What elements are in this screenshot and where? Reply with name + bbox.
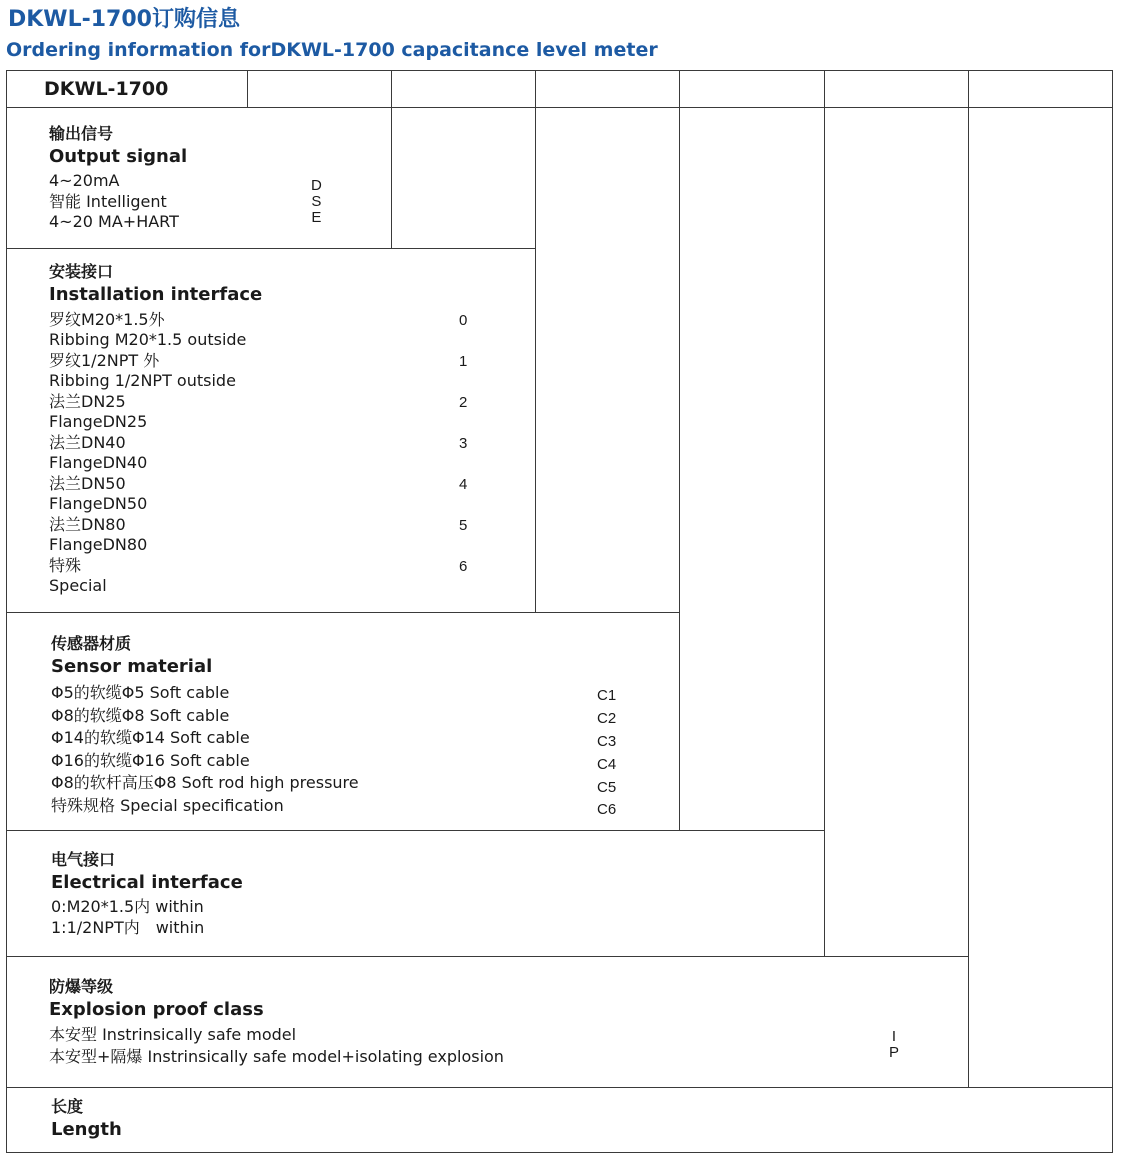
sensor-title-en: Sensor material (51, 656, 213, 677)
sensor-item: Φ14的软缆Φ14 Soft cable (51, 728, 250, 747)
installation-item: 法兰DN50 (49, 474, 126, 493)
sensor-item: 特殊规格 Special specification (51, 796, 284, 815)
installation-item: FlangeDN50 (49, 494, 148, 513)
col-div-explosion (968, 70, 969, 1088)
installation-item: 特殊 (49, 556, 82, 575)
sensor-code: C5 (597, 779, 617, 796)
electrical-item: 0:M20*1.5内 within (51, 897, 204, 916)
installation-item: 罗纹M20*1.5外 (49, 310, 165, 329)
installation-item: 罗纹1/2NPT 外 (49, 351, 160, 370)
page-title-cn: DKWL-1700订购信息 (8, 7, 240, 32)
table-border-left (6, 70, 7, 1153)
col-div-sensor (679, 70, 680, 831)
sensor-code: C2 (597, 710, 617, 727)
installation-code: 1 (459, 353, 468, 370)
rule-explosion (6, 1087, 1113, 1088)
installation-item: 法兰DN25 (49, 392, 126, 411)
col-div-electrical (824, 70, 825, 957)
explosion-code: I (891, 1028, 897, 1045)
sensor-code: C1 (597, 687, 617, 704)
installation-item: 法兰DN80 (49, 515, 126, 534)
explosion-codes (889, 1029, 899, 1061)
installation-item: Special (49, 576, 107, 595)
explosion-item: 本安型 Instrinsically safe model (49, 1025, 297, 1044)
installation-code: 2 (459, 394, 468, 411)
installation-code: 6 (459, 558, 468, 575)
col-div-model (247, 70, 248, 108)
length-title-cn: 长度 (51, 1097, 84, 1116)
sensor-item: Φ5的软缆Φ5 Soft cable (51, 683, 230, 702)
table-border-top (6, 70, 1113, 71)
installation-item: Ribbing 1/2NPT outside (49, 371, 236, 390)
output-title-en: Output signal (49, 146, 188, 167)
output-item: 智能 Intelligent (49, 192, 167, 211)
sensor-item: Φ16的软缆Φ16 Soft cable (51, 751, 250, 770)
sensor-item: Φ8的软杆高压Φ8 Soft rod high pressure (51, 773, 359, 792)
explosion-item: 本安型+隔爆 Instrinsically safe model+isolating explosion (49, 1047, 504, 1066)
sensor-title-cn: 传感器材质 (51, 634, 132, 653)
sensor-code: C4 (597, 756, 617, 773)
output-item: 4~20 MA+HART (49, 212, 179, 231)
installation-item: FlangeDN25 (49, 412, 148, 431)
rule-sensor (6, 830, 824, 831)
length-title-en: Length (51, 1119, 122, 1140)
installation-item: 法兰DN40 (49, 433, 126, 452)
explosion-title-cn: 防爆等级 (49, 977, 114, 996)
col-div-installation (535, 70, 536, 613)
output-code: S (311, 193, 322, 210)
electrical-title-en: Electrical interface (51, 872, 243, 893)
installation-code: 0 (459, 312, 468, 329)
table-border-right (1112, 70, 1113, 1153)
installation-item: Ribbing M20*1.5 outside (49, 330, 247, 349)
electrical-title-cn: 电气接口 (51, 850, 116, 869)
model-number: DKWL-1700 (44, 78, 169, 100)
table-header-rule (6, 107, 1113, 108)
installation-title-en: Installation interface (49, 284, 263, 305)
installation-code: 5 (459, 517, 468, 534)
output-title-cn: 输出信号 (49, 124, 114, 143)
explosion-code: P (889, 1044, 900, 1061)
output-item: 4~20mA (49, 171, 120, 190)
installation-item: FlangeDN40 (49, 453, 148, 472)
installation-code: 4 (459, 476, 468, 493)
rule-output (6, 248, 535, 249)
page-title-en: Ordering information forDKWL-1700 capacitance level meter (6, 39, 658, 61)
installation-title-cn: 安装接口 (49, 262, 114, 281)
sensor-code: C3 (597, 733, 617, 750)
sensor-code: C6 (597, 801, 617, 818)
output-code: D (311, 177, 322, 194)
output-code: E (311, 209, 322, 226)
installation-item: FlangeDN80 (49, 535, 148, 554)
table-border-bottom (6, 1152, 1113, 1153)
output-codes (311, 178, 322, 226)
col-div-output (391, 70, 392, 249)
explosion-title-en: Explosion proof class (49, 999, 264, 1020)
sensor-item: Φ8的软缆Φ8 Soft cable (51, 706, 230, 725)
rule-installation (6, 612, 679, 613)
electrical-item: 1:1/2NPT内 within (51, 918, 205, 937)
installation-code: 3 (459, 435, 468, 452)
